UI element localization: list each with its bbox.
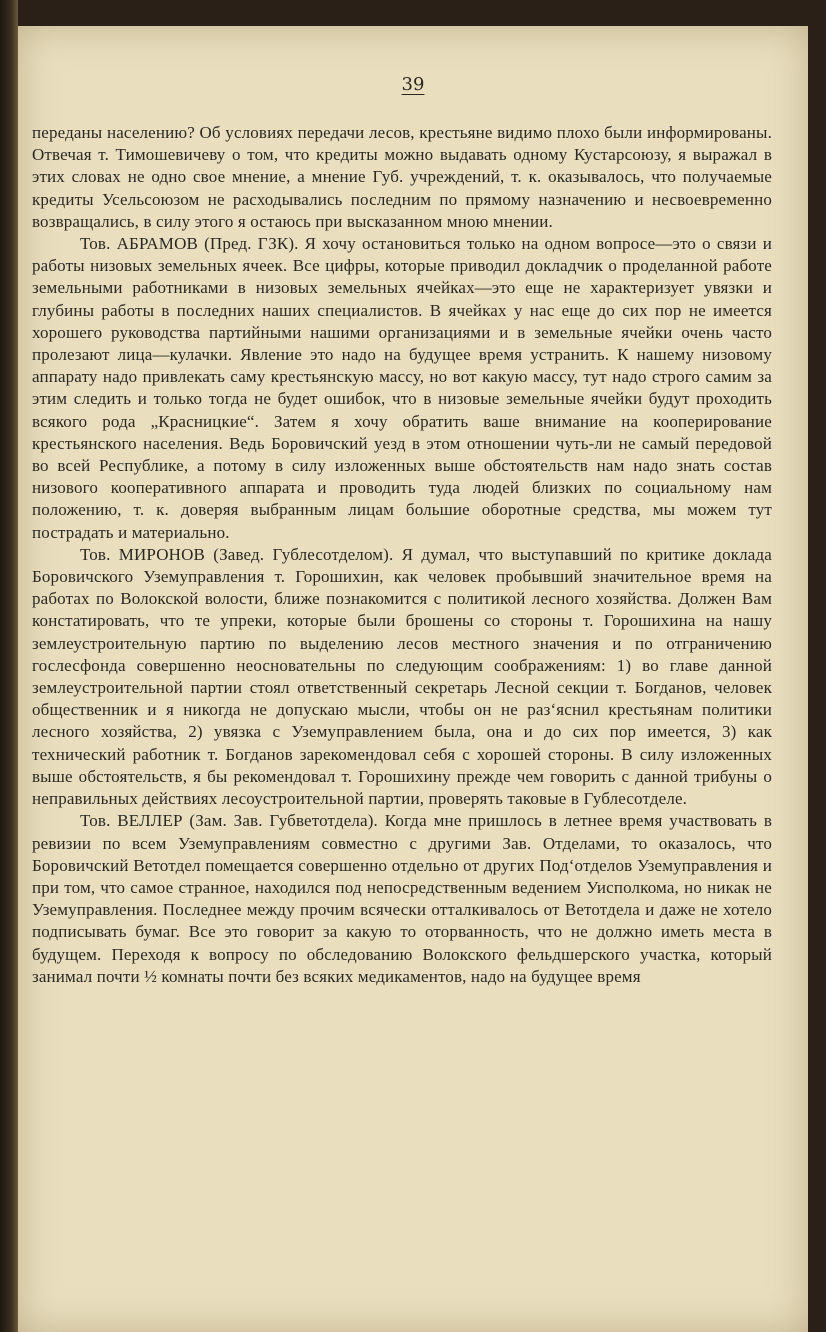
binding-gutter	[0, 0, 18, 1332]
page-number: 39	[401, 74, 425, 95]
paragraph-mironov: Тов. МИРОНОВ (Завед. Гублесотделом). Я думал, что выступавший по критике доклада Боровичского Уземуправления т. Горошихин, как человек пробывший значительное время на работах по Волокской волости, ближе познакомится с политикой лесного хозяйства. Должен Вам констатировать, что те упреки, которые были брошены со стороны т. Горошихина на нашу землеустроительную партию по выделению лесов местного значения и по отграничению гослесфонда совершенно неосновательны по следующим соображениям: 1) во главе данной землеустроительной партии стоял ответственный секретарь Лесной секции т. Богданов, человек общественник и я никогда не допускаю мысли, чтобы он не раз‘яснил крестьянам политики лесного хозяйства, 2) увязка с Уземуправлением была, она и до сих пор имеется, 3) как технический работник т. Богданов зарекомендовал себя с хорошей стороны. В силу изложенных выше обстоятельств, я бы рекомендовал т. Горошихину прежде чем говорить с данной трибуны о неправильных действиях лесоустроительной партии, проверять таковые в Гублесотделе.	[32, 544, 772, 809]
document-page	[18, 26, 808, 1332]
paragraph-continuation: переданы населению? Об условиях передачи лесов, крестьяне видимо плохо были информированы. Отвечая т. Тимошевичеву о том, что кредиты можно выдавать одному Кустарсоюзу, я выражал в этих словах не одно свое мнение, а мнение Губ. учреждений, т. к. оказывалось, что получаемые кредиты Усельсоюзом не расходывались последним по прямому назначению и несвоевременно возвращались, в силу этого я остаюсь при высказанном мною мнении.	[32, 123, 772, 231]
paragraph-abramov: Тов. АБРАМОВ (Пред. ГЗК). Я хочу остановиться только на одном вопросе—это о связи и работы низовых земельных ячеек. Все цифры, которые приводил докладчик о проделанной работе земельными работниками в низовых земельных ячейках—это еще не характеризует увязки и глубины работы в последних наших специалистов. В ячейках у нас еще до сих пор не имеется хорошего руководства партийными нашими организациями и в земельные ячейки очень часто пролезают лица—кулачки. Явление это надо на будущее время устранить. К нашему низовому аппарату надо привлекать саму крестьянскую массу, но вот какую массу, тут надо строго самим за этим следить и только тогда не будет ошибок, что в низовые земельные ячейки будут проходить всякого рода „Красницкие“. Затем я хочу обратить ваше внимание на кооперирование крестьянского населения. Ведь Боровичский уезд в этом отношении чуть-ли не самый передовой во всей Республике, а потому в силу изложенных выше обстоятельств нам надо знать состав низового кооперативного аппарата и проводить туда людей близких по социальному нам положению, т. к. доверяя выбранным лицам большие оборотные средства, мы можем тут пострадать и материально.	[32, 234, 772, 542]
body-text	[32, 122, 772, 988]
paragraph-veller: Тов. ВЕЛЛЕР (Зам. Зав. Губветотдела). Когда мне пришлось в летнее время участвовать в ревизии по всем Уземуправлениям совместно с другими Зав. Отделами, то оказалось, что Боровичский Ветотдел помещается совершенно отдельно от других Под‘отделов Уземуправления и при том, что самое странное, находился под непосредственным ведением Уисполкома, но никак не Уземуправления. Последнее между прочим всячески отталкивалось от Ветотдела и даже не хотело подписывать бумаг. Все это говорит за какую то оторванность, что не должно иметь места в будущем. Переходя к вопросу по обследованию Волокского фельдшерского участка, который занимал почти ½ комнаты почти без всяких медикаментов, надо на будущее время	[32, 811, 772, 986]
